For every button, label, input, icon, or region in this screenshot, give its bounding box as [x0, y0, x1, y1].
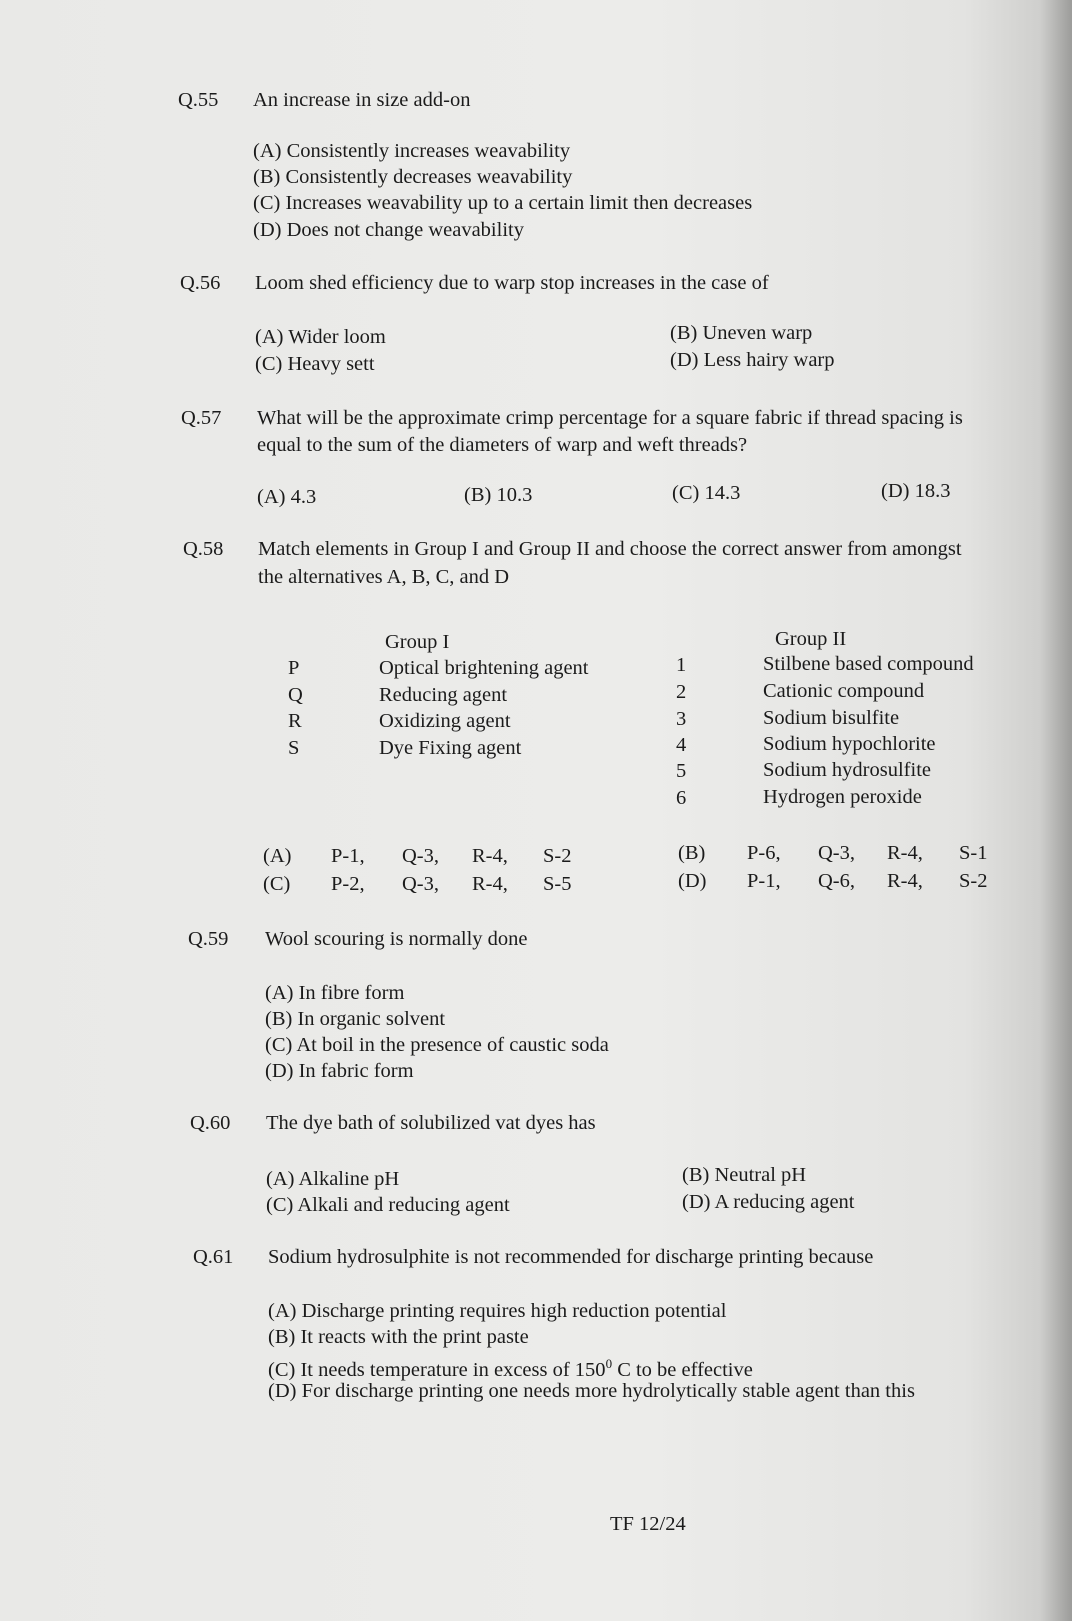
- group-1-key: P: [288, 657, 300, 679]
- answer-part: S-2: [959, 870, 988, 892]
- answer-part: R-4,: [472, 873, 508, 895]
- answer-part: Q-6,: [818, 870, 856, 892]
- question-text: Wool scouring is normally done: [265, 928, 528, 950]
- group-2-key: 3: [676, 708, 687, 730]
- group-2-item: Sodium bisulfite: [763, 707, 900, 729]
- option-b: (B) It reacts with the print paste: [268, 1326, 529, 1348]
- option-d: (D) For discharge printing one needs more hydrolytically stable agent than this: [268, 1380, 915, 1402]
- group-2-item: Stilbene based compound: [763, 653, 974, 675]
- option-c-text: (C) It needs temperature in excess of 150: [268, 1358, 606, 1381]
- question-number: Q.60: [190, 1112, 231, 1134]
- group-2-key: 6: [676, 787, 687, 809]
- answer-label: (B): [678, 842, 706, 864]
- question-number: Q.55: [178, 89, 219, 111]
- option-d: (D) Less hairy warp: [670, 349, 835, 371]
- question-number: Q.57: [181, 407, 222, 429]
- option-a: (A) In fibre form: [265, 982, 405, 1004]
- answer-label: (C): [263, 873, 291, 895]
- question-number: Q.59: [188, 928, 229, 950]
- group-2-key: 1: [676, 654, 687, 676]
- group-1-key: R: [288, 710, 302, 732]
- answer-part: S-5: [543, 873, 572, 895]
- option-b: (B) Uneven warp: [670, 322, 813, 344]
- option-a: (A) Consistently increases weavability: [253, 140, 571, 162]
- group-1-item: Dye Fixing agent: [379, 737, 522, 759]
- question-text-line-2: the alternatives A, B, C, and D: [258, 566, 510, 588]
- group-2-item: Hydrogen peroxide: [763, 786, 922, 808]
- question-text: Loom shed efficiency due to warp stop increases in the case of: [255, 272, 769, 294]
- answer-part: P-1,: [331, 845, 365, 867]
- option-c: (C) At boil in the presence of caustic soda: [265, 1034, 609, 1056]
- answer-part: Q-3,: [402, 873, 440, 895]
- group-1-header: Group I: [385, 631, 450, 653]
- group-2-key: 4: [676, 734, 687, 756]
- question-text-line-1: Match elements in Group I and Group II and choose the correct answer from amongst: [258, 538, 962, 560]
- option-b: (B) Neutral pH: [682, 1164, 807, 1186]
- answer-label: (D): [678, 870, 707, 892]
- question-text: The dye bath of solubilized vat dyes has: [266, 1112, 596, 1134]
- option-c: (C) Alkali and reducing agent: [266, 1194, 510, 1216]
- degree-superscript: 0: [605, 1356, 613, 1371]
- group-1-key: Q: [288, 684, 303, 706]
- answer-part: R-4,: [887, 870, 923, 892]
- option-a: (A) Wider loom: [255, 326, 386, 348]
- option-c: (C) 14.3: [672, 482, 741, 504]
- question-text-line-2: equal to the sum of the diameters of warp and weft threads?: [257, 434, 748, 456]
- page-footer: TF 12/24: [610, 1513, 686, 1535]
- question-number: Q.58: [183, 538, 224, 560]
- option-d: (D) 18.3: [881, 480, 951, 502]
- group-1-item: Reducing agent: [379, 684, 508, 706]
- group-2-item: Sodium hydrosulfite: [763, 759, 931, 781]
- question-text: Sodium hydrosulphite is not recommended for discharge printing because: [268, 1246, 874, 1268]
- group-2-key: 2: [676, 681, 687, 703]
- option-b: (B) 10.3: [464, 484, 533, 506]
- option-d: (D) Does not change weavability: [253, 219, 524, 241]
- answer-part: P-1,: [747, 870, 781, 892]
- question-text-line-1: What will be the approximate crimp percentage for a square fabric if thread spacing is: [257, 407, 963, 429]
- answer-part: S-2: [543, 845, 572, 867]
- group-2-item: Cationic compound: [763, 680, 925, 702]
- group-1-item: Optical brightening agent: [379, 657, 589, 679]
- question-number: Q.56: [180, 272, 221, 294]
- answer-part: Q-3,: [402, 845, 440, 867]
- option-a: (A) 4.3: [257, 486, 317, 508]
- question-text: An increase in size add-on: [253, 89, 471, 111]
- option-d: (D) In fabric form: [265, 1060, 414, 1082]
- answer-part: S-1: [959, 842, 988, 864]
- group-2-header: Group II: [775, 628, 847, 650]
- answer-label: (A): [263, 845, 292, 867]
- option-c: (C) Heavy sett: [255, 353, 375, 375]
- option-b: (B) Consistently decreases weavability: [253, 166, 573, 188]
- group-2-key: 5: [676, 760, 687, 782]
- group-1-key: S: [288, 737, 300, 759]
- answer-part: P-6,: [747, 842, 781, 864]
- answer-part: R-4,: [887, 842, 923, 864]
- question-number: Q.61: [193, 1246, 234, 1268]
- option-c: (C) Increases weavability up to a certain limit then decreases: [253, 192, 753, 214]
- group-1-item: Oxidizing agent: [379, 710, 511, 732]
- option-a: (A) Discharge printing requires high reduction potential: [268, 1300, 727, 1322]
- answer-part: R-4,: [472, 845, 508, 867]
- option-c-text-end: C to be effective: [612, 1358, 753, 1381]
- answer-part: Q-3,: [818, 842, 856, 864]
- group-2-item: Sodium hypochlorite: [763, 733, 936, 755]
- option-d: (D) A reducing agent: [682, 1191, 855, 1213]
- option-b: (B) In organic solvent: [265, 1008, 446, 1030]
- answer-part: P-2,: [331, 873, 365, 895]
- option-a: (A) Alkaline pH: [266, 1168, 400, 1190]
